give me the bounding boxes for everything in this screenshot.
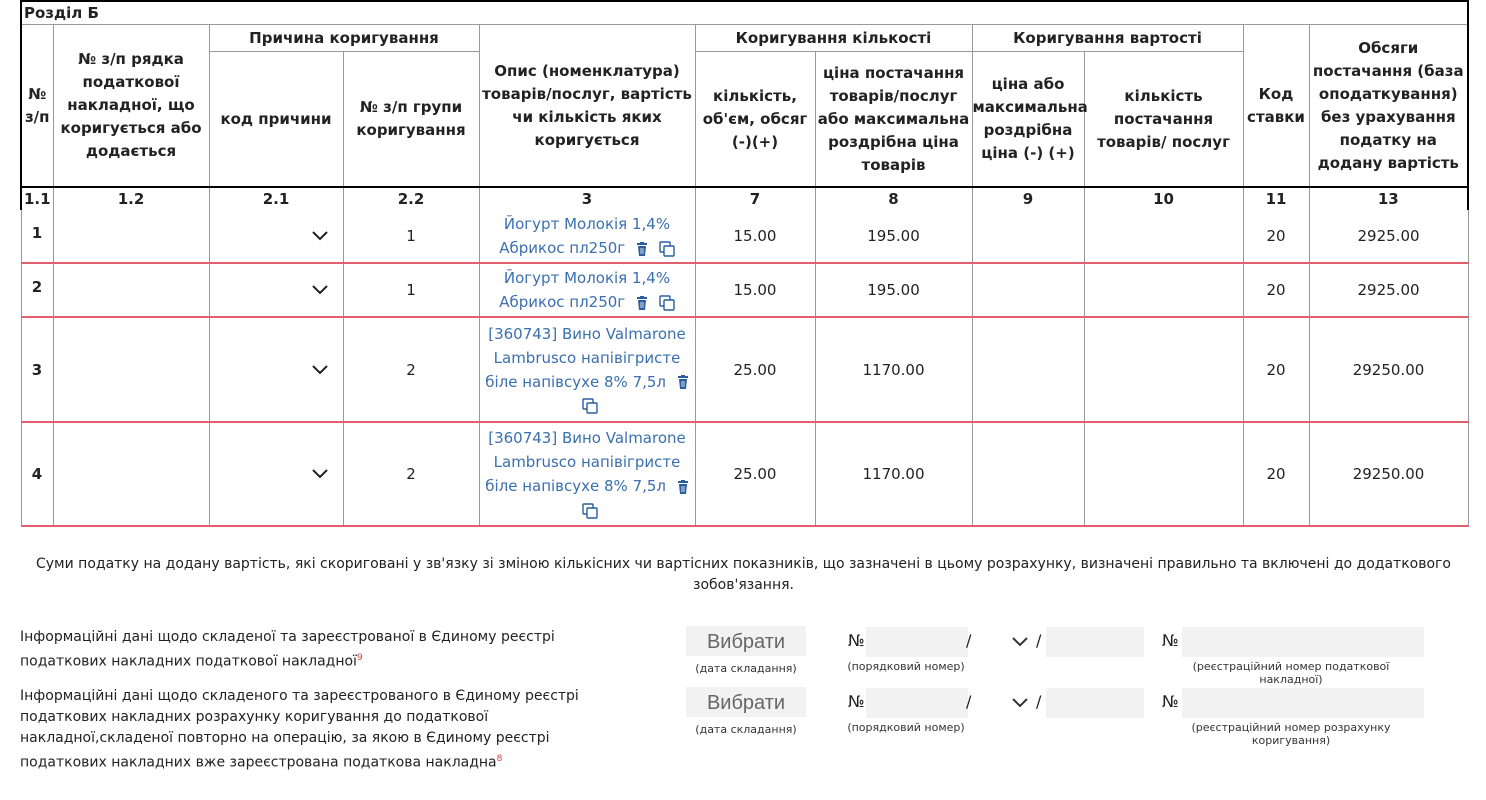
header-rate: Код ставки — [1243, 25, 1309, 188]
statement-text: Суми податку на додану вартість, які скориговані у зв'язку зі зміною кількісних чи вартісних показників, що зазначені в цьому розрахунку, визначені правильно та включені до додаткового зобов'язання. — [36, 556, 1451, 593]
col-number: 2.2 — [343, 187, 479, 210]
date-picker-button[interactable]: Вибрати — [686, 687, 806, 717]
line-no-cell[interactable] — [53, 317, 209, 422]
cost-qty-cell[interactable] — [1084, 317, 1243, 422]
header-cost-group: Коригування вартості — [972, 25, 1243, 52]
col-number: 1.1 — [21, 187, 53, 210]
group-no: 1 — [343, 210, 479, 263]
reason-code-select[interactable] — [209, 263, 343, 317]
header-row-no: № з/п — [21, 25, 53, 188]
date-hint: (дата складання) — [695, 662, 797, 675]
header-group-no: № з/п групи коригування — [343, 52, 479, 188]
slash-separator: / — [1036, 631, 1042, 650]
header-line-no: № з/п рядка податкової накладної, що коригується або додається — [53, 25, 209, 188]
footnote-mark: 8 — [496, 754, 503, 764]
row-number: 2 — [21, 263, 53, 317]
header-cost-qty: кількість постачання товарів/ послуг — [1084, 52, 1243, 188]
chevron-down-icon[interactable] — [311, 228, 329, 244]
cost-qty-cell[interactable] — [1084, 263, 1243, 317]
col-number: 9 — [972, 187, 1084, 210]
order-hint: (порядковий номер) — [847, 721, 965, 734]
number-label: № — [848, 631, 865, 650]
line-no-cell[interactable] — [53, 210, 209, 263]
info-text: Інформаційні дані щодо складеної та зареєстрованої в Єдиному реєстрі податкових накладних податкової накладної — [20, 629, 555, 670]
price-cell: 1170.00 — [815, 317, 972, 422]
row-number: 1 — [21, 210, 53, 263]
price-cell: 195.00 — [815, 210, 972, 263]
cost-price-cell[interactable] — [972, 317, 1084, 422]
copy-icon[interactable] — [582, 503, 598, 519]
order-number-input[interactable] — [866, 688, 968, 718]
header-cost-price: ціна або максимальна роздрібна ціна (-) (+) — [972, 52, 1084, 188]
rate-cell: 20 — [1243, 210, 1309, 263]
rate-cell: 20 — [1243, 317, 1309, 422]
chevron-down-icon[interactable] — [311, 362, 329, 378]
order-number-input[interactable] — [866, 627, 968, 657]
col-number: 1.2 — [53, 187, 209, 210]
qty-cell: 25.00 — [695, 317, 815, 422]
description-link[interactable]: Йогурт Молокія 1,4% Абрикос пл250г — [499, 269, 671, 311]
branch-number-input[interactable] — [1046, 627, 1144, 657]
qty-cell: 15.00 — [695, 263, 815, 317]
col-number: 3 — [479, 187, 695, 210]
description-cell — [479, 317, 695, 422]
number-label: № — [848, 692, 865, 711]
header-qty: кількість, об'єм, обсяг (-)(+) — [695, 52, 815, 188]
col-number: 11 — [1243, 187, 1309, 210]
slash-separator: / — [1036, 692, 1042, 711]
reg-number-label: № — [1162, 692, 1179, 711]
row-number: 3 — [21, 317, 53, 422]
volume-cell: 2925.00 — [1309, 210, 1468, 263]
reason-code-select[interactable] — [209, 317, 343, 422]
qty-cell: 25.00 — [695, 422, 815, 526]
col-number: 2.1 — [209, 187, 343, 210]
description-link[interactable]: [360743] Вино Valmarone Lambrusco напівігристе біле напівсухе 8% 7,5л — [485, 324, 686, 391]
group-no: 2 — [343, 422, 479, 526]
cost-price-cell[interactable] — [972, 210, 1084, 263]
cost-qty-cell[interactable] — [1084, 422, 1243, 526]
trash-icon[interactable] — [677, 480, 689, 494]
date-hint: (дата складання) — [695, 723, 797, 736]
branch-number-input[interactable] — [1046, 688, 1144, 718]
volume-cell: 2925.00 — [1309, 263, 1468, 317]
group-no: 2 — [343, 317, 479, 422]
rate-cell: 20 — [1243, 263, 1309, 317]
chevron-down-icon[interactable] — [1011, 696, 1029, 710]
registration-hint: (реєстраційний номер розрахунку коригування) — [1191, 721, 1391, 747]
col-number: 13 — [1309, 187, 1468, 210]
reason-code-select[interactable] — [209, 210, 343, 263]
description-link[interactable]: Йогурт Молокія 1,4% Абрикос пл250г — [499, 215, 671, 257]
info-registered-correction — [20, 686, 580, 774]
slash-separator: / — [966, 631, 972, 650]
date-picker-button[interactable]: Вибрати — [686, 626, 806, 656]
copy-icon[interactable] — [582, 398, 598, 414]
order-hint: (порядковий номер) — [847, 660, 965, 673]
description-link[interactable]: [360743] Вино Valmarone Lambrusco напівігристе біле напівсухе 8% 7,5л — [485, 429, 686, 495]
col-number: 8 — [815, 187, 972, 210]
trash-icon[interactable] — [677, 375, 689, 389]
info-text: Інформаційні дані щодо складеного та зареєстрованого в Єдиному реєстрі податкових накладних розрахунку коригування до податкової накладної,складеної повторно на операцію, за якою в Єдиному реєстрі податкових накладних вже зареєстрована податкова накладна — [20, 688, 579, 771]
row-number: 4 — [21, 422, 53, 526]
trash-icon[interactable] — [636, 242, 648, 256]
line-no-cell[interactable] — [53, 263, 209, 317]
footnote-mark: 9 — [356, 653, 363, 663]
section-b-table — [20, 0, 1469, 527]
reg-number-label: № — [1162, 631, 1179, 650]
col-number: 7 — [695, 187, 815, 210]
chevron-down-icon[interactable] — [311, 466, 329, 482]
description-cell — [479, 263, 695, 317]
line-no-cell[interactable] — [53, 422, 209, 526]
section-title: Розділ Б — [21, 1, 1468, 25]
chevron-down-icon[interactable] — [311, 282, 329, 298]
cost-price-cell[interactable] — [972, 263, 1084, 317]
registration-number-input[interactable] — [1182, 688, 1424, 718]
registration-number-input[interactable] — [1182, 627, 1424, 657]
header-volume: Обсяги постачання (база оподаткування) без урахування податку на додану вартість — [1309, 25, 1468, 188]
description-cell — [479, 422, 695, 526]
volume-cell: 29250.00 — [1309, 317, 1468, 422]
description-cell — [479, 210, 695, 263]
table-row — [21, 263, 1468, 317]
qty-cell: 15.00 — [695, 210, 815, 263]
header-qty-group: Коригування кількості — [695, 25, 972, 52]
copy-icon[interactable] — [659, 295, 675, 311]
table-row — [21, 317, 1468, 422]
header-description: Опис (номенклатура) товарів/послуг, вартість чи кількість яких коригується — [479, 25, 695, 188]
rate-cell: 20 — [1243, 422, 1309, 526]
cost-price-cell[interactable] — [972, 422, 1084, 526]
reason-code-select[interactable] — [209, 422, 343, 526]
header-reason-code: код причини — [209, 52, 343, 188]
table-row — [21, 210, 1468, 263]
registration-hint: (реєстраційний номер податкової накладної) — [1192, 660, 1390, 686]
header-reason-group: Причина коригування — [209, 25, 479, 52]
table-row — [21, 422, 1468, 526]
info-registered-invoice — [20, 627, 580, 673]
cost-qty-cell[interactable] — [1084, 210, 1243, 263]
group-no: 1 — [343, 263, 479, 317]
header-price: ціна постачання товарів/послуг або максимальна роздрібна ціна товарів — [815, 52, 972, 188]
trash-icon[interactable] — [636, 296, 648, 310]
volume-cell: 29250.00 — [1309, 422, 1468, 526]
slash-separator: / — [966, 692, 972, 711]
copy-icon[interactable] — [659, 241, 675, 257]
price-cell: 1170.00 — [815, 422, 972, 526]
chevron-down-icon[interactable] — [1011, 635, 1029, 649]
price-cell: 195.00 — [815, 263, 972, 317]
col-number: 10 — [1084, 187, 1243, 210]
